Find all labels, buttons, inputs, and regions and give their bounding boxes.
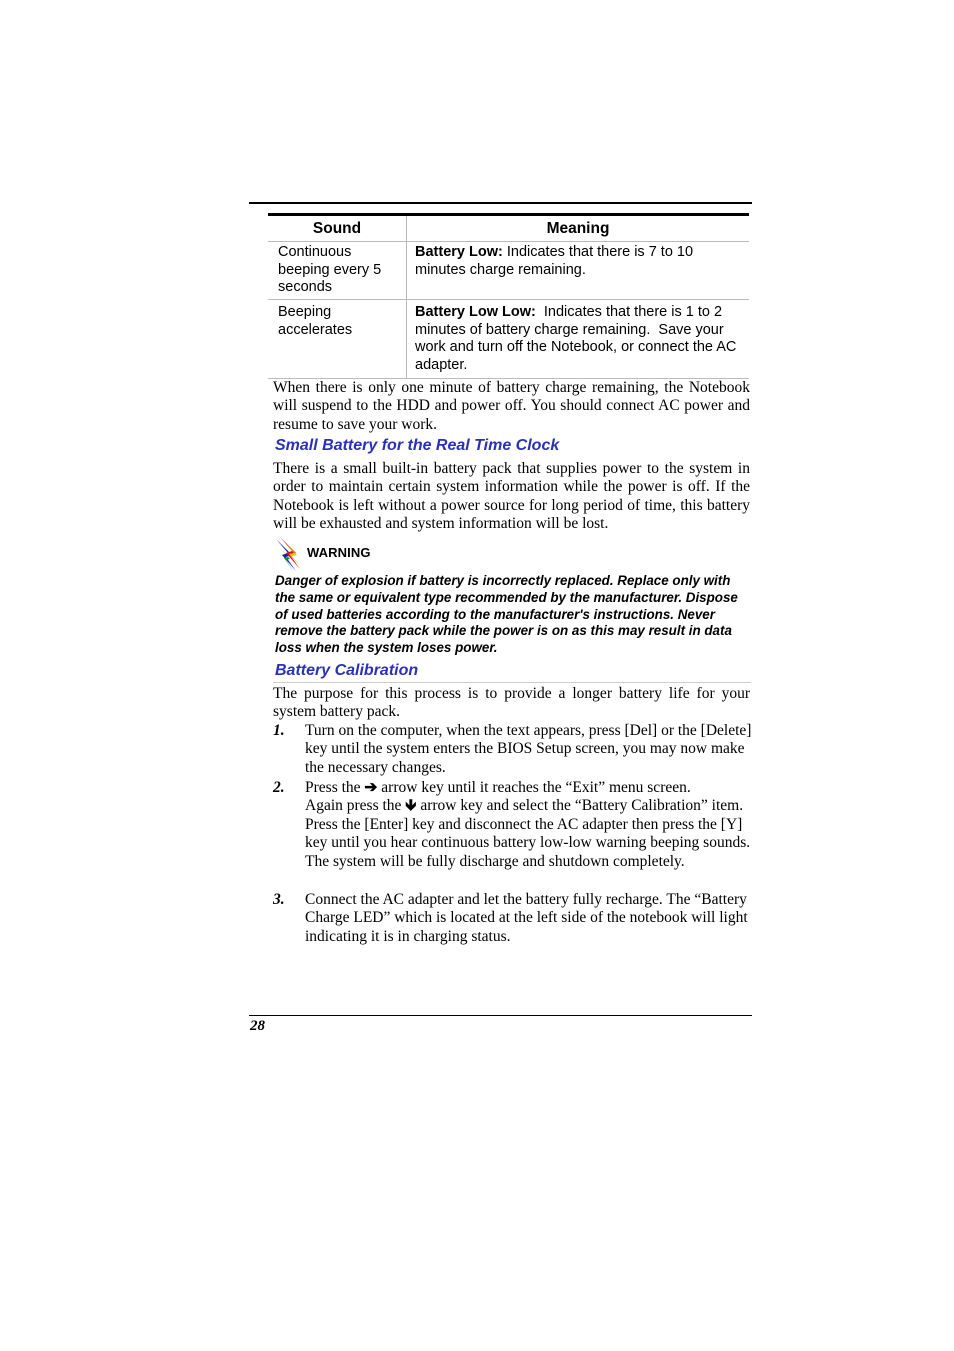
table-row (268, 242, 749, 300)
column-header-meaning: Meaning (407, 215, 750, 242)
step-number: 2. (273, 779, 285, 796)
step-line-text: Again press the (305, 797, 406, 815)
calibration-paragraph: The purpose for this process is to provide a longer battery life for your system battery pack. (273, 685, 750, 721)
step-line (305, 797, 755, 815)
section-heading-battery-calibration: Battery Calibration (275, 662, 419, 679)
sound-cell: Continuous beeping every 5 seconds (268, 242, 407, 300)
sound-meaning-table (268, 213, 749, 379)
warning-icon (274, 535, 304, 573)
step-text: Turn on the computer, when the text appears, press [Del] or the [Delete] key until the system enters the BIOS Setup screen, you may now make the necessary changes. (305, 722, 752, 776)
step-line-text: arrow key until it reaches the “Exit” menu screen. (377, 779, 691, 796)
meaning-description: Indicates that there is 1 to 2 minutes of battery charge remaining. Save your work and turn off the Notebook, or connect the AC adapter. (415, 304, 741, 373)
step-number: 3. (273, 891, 285, 908)
column-header-sound: Sound (268, 215, 407, 242)
page-number: 28 (250, 1018, 265, 1034)
sound-cell: Beeping accelerates (268, 300, 407, 379)
step-text (305, 779, 755, 871)
meaning-cell (407, 300, 750, 379)
meaning-term: Battery Low: (415, 244, 503, 260)
table-header-row (268, 215, 749, 242)
step-text: Connect the AC adapter and let the battery fully recharge. The “Battery Charge LED” which is located at the left side of the notebook will light indicating it is in charging status. (305, 891, 748, 945)
footer-rule (249, 1015, 752, 1016)
meaning-term: Battery Low Low: (415, 304, 536, 320)
right-arrow-icon: ➔ (364, 779, 378, 796)
down-arrow-icon: 🡻 (405, 797, 417, 815)
warning-label: WARNING (307, 545, 371, 560)
meaning-description: Indicates that there is 7 to 10 minutes charge remaining. (415, 244, 694, 278)
header-rule (249, 202, 752, 204)
step-line-text: arrow key and select the “Battery Calibration” item. (416, 797, 744, 815)
table-row (268, 300, 749, 379)
heading-underline (273, 682, 751, 683)
section-heading-rtc-battery: Small Battery for the Real Time Clock (275, 437, 560, 454)
step-number: 1. (273, 722, 285, 739)
rtc-battery-paragraph: There is a small built-in battery pack that supplies power to the system in order to maintain certain system information while the power is off. If the Notebook is left without a power source for long period of time, this battery will be exhausted and system information will be lost. (273, 460, 750, 533)
intro-paragraph: When there is only one minute of battery charge remaining, the Notebook will suspend to the HDD and power off. You should connect AC power and resume to save your work. (273, 379, 750, 433)
step-line (305, 779, 755, 797)
step-line-text: Press the (305, 779, 365, 796)
warning-text: Danger of explosion if battery is incorrectly replaced. Replace only with the same or equivalent type recommended by the manufacturer. Dispose of used batteries according to the manufacturer's instructions. Never remove the battery pack while the power is on as this may result in data loss when the system loses power. (275, 573, 738, 656)
step-line: Press the [Enter] key and disconnect the AC adapter then press the [Y] key until you hear continuous battery low-low warning beeping sounds. The system will be fully discharge and shutdown completely. (305, 815, 751, 870)
meaning-cell (407, 242, 750, 300)
